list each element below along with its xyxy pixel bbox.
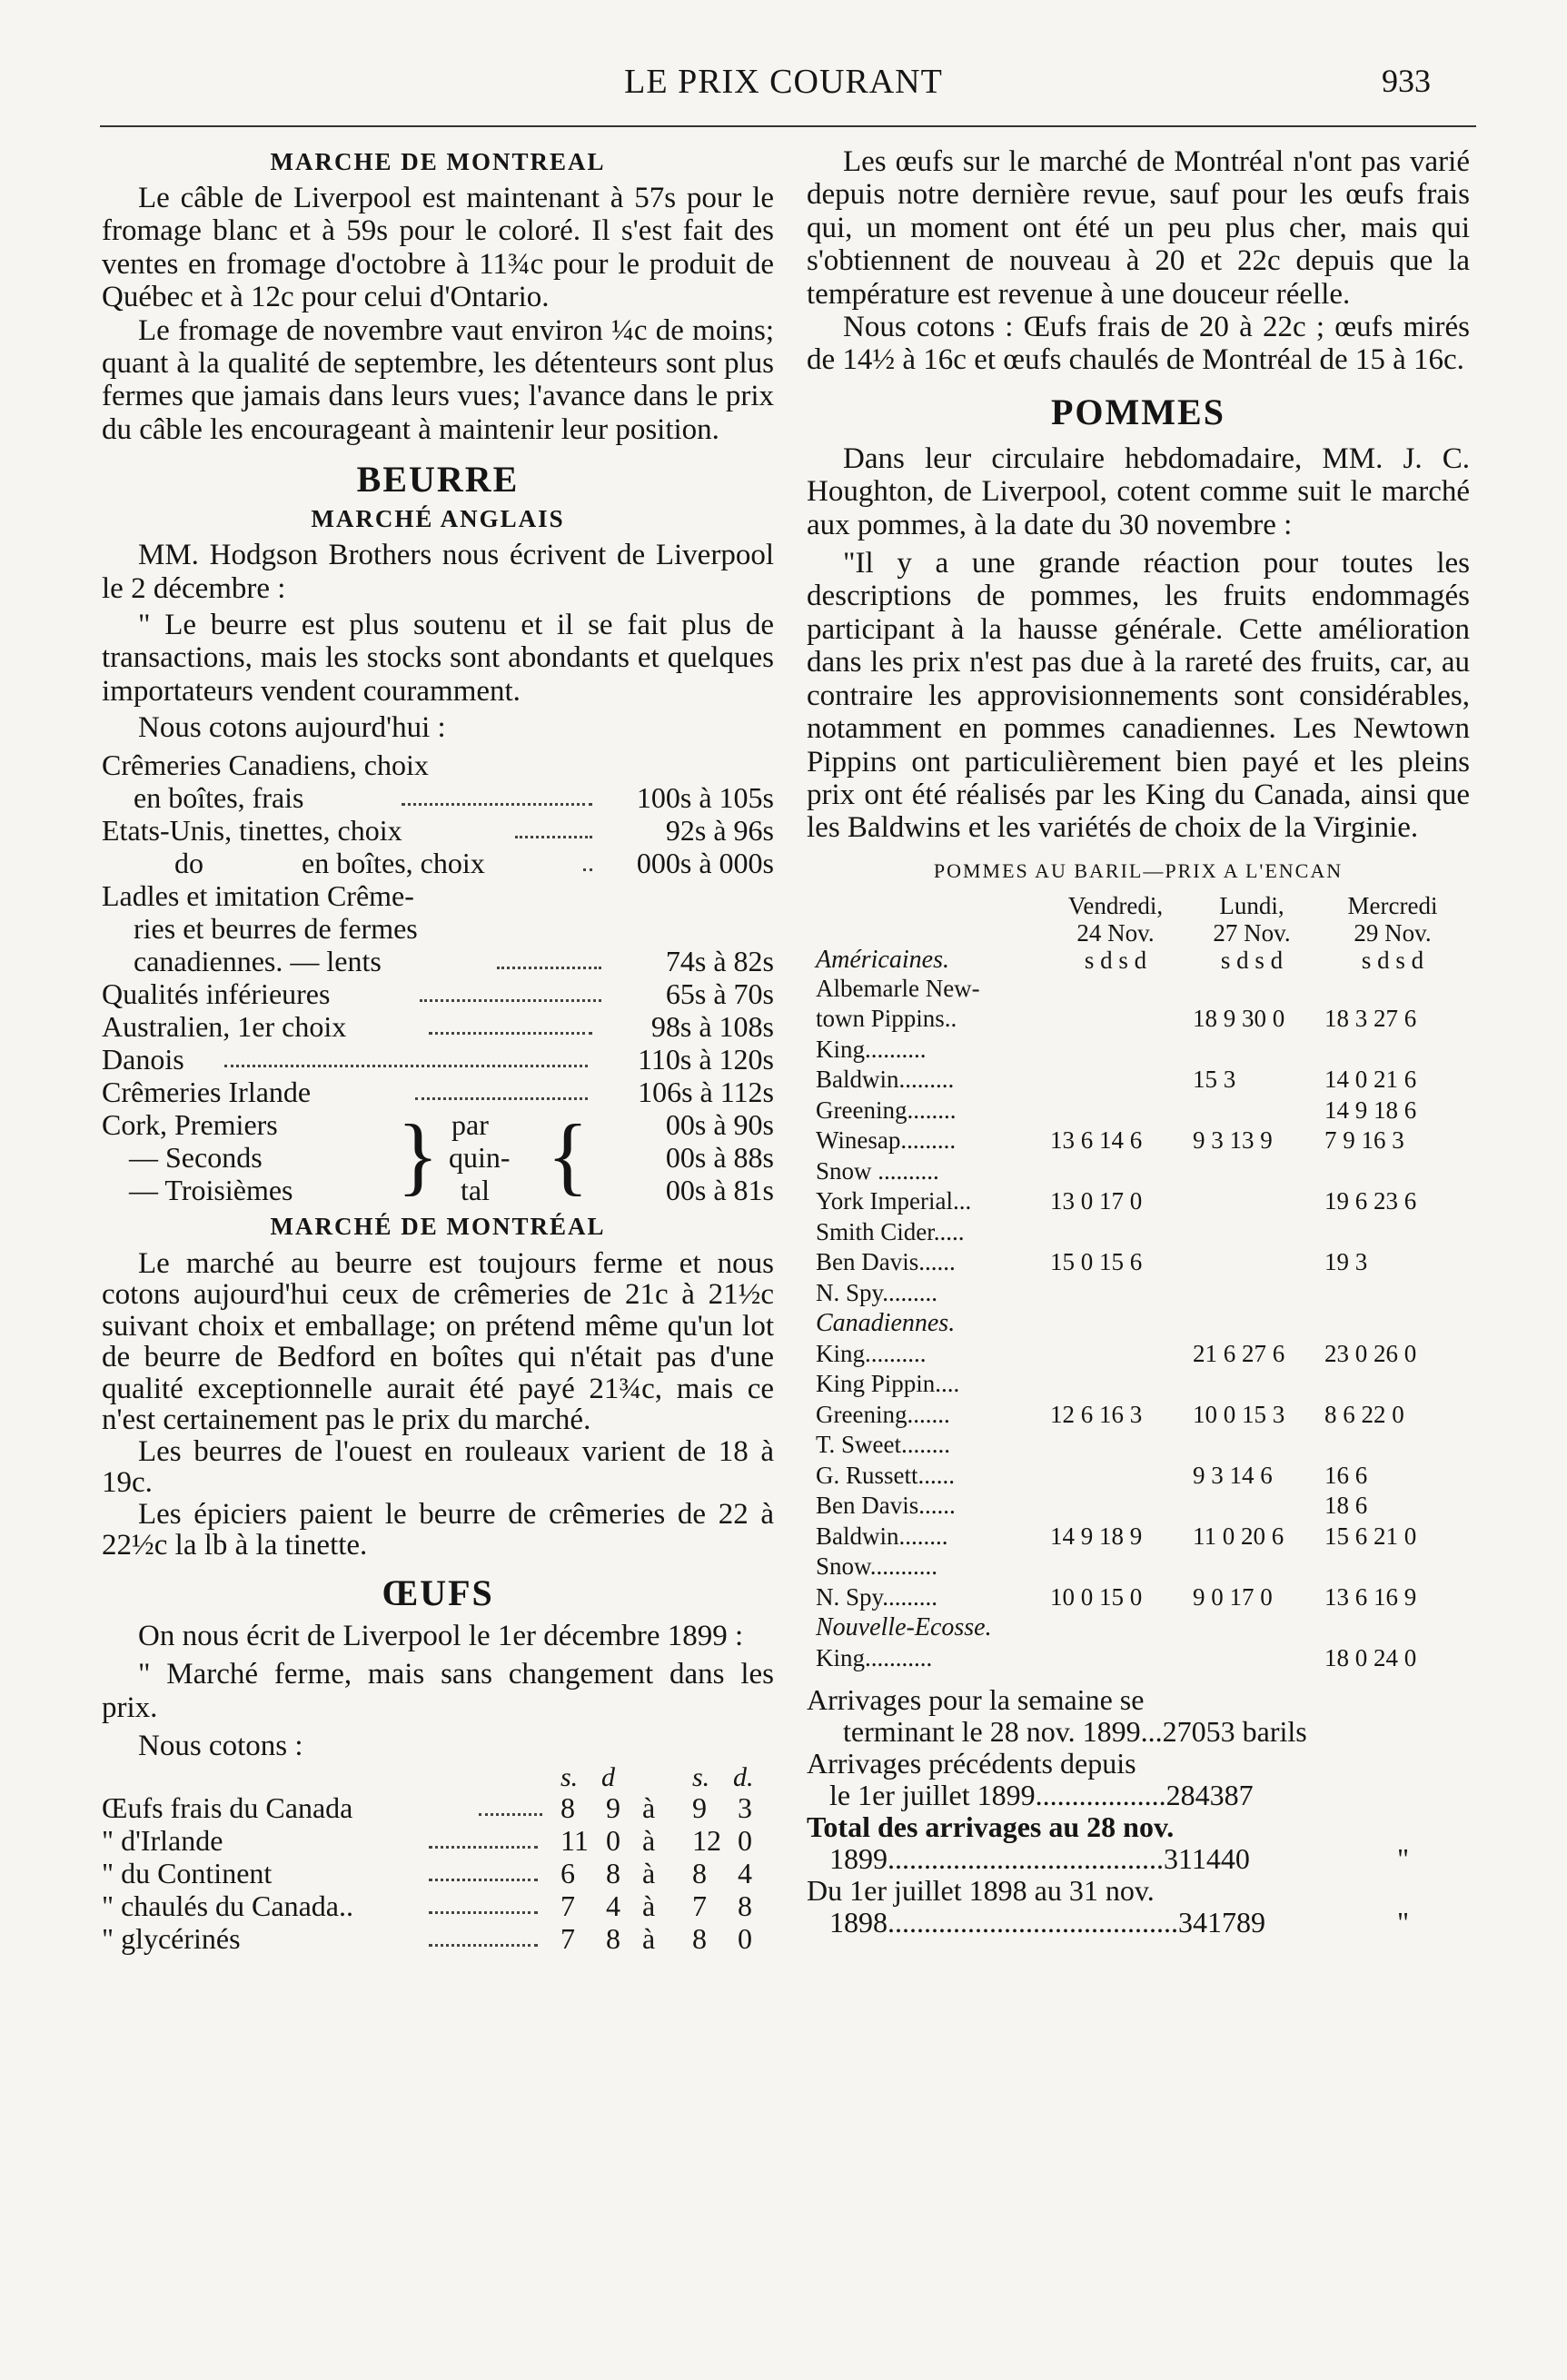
col-wednesday-date: 29 Nov.	[1354, 918, 1432, 947]
price-label: — Troisièmes	[129, 1173, 293, 1206]
apple-variety: Greening.......	[816, 1400, 950, 1428]
apple-variety: Baldwin........	[816, 1522, 948, 1550]
apple-variety: King...........	[816, 1643, 933, 1671]
cheese-paragraph-2: Le fromage de novembre vaut environ ¼c de moins; quant à la qualité de septembre, les détenteurs sont plus fermes que jamais dans leurs vues; l'avance dans le prix du câble les encourageant à maintenir leur position.	[102, 313, 774, 446]
apples-row	[807, 1065, 1470, 1096]
eggs-d1: 0	[606, 1824, 620, 1858]
eggs-paragraph-1: On nous écrit de Liverpool le 1er décembre 1899 :	[138, 1619, 744, 1652]
price-value: 00s à 90s	[665, 1107, 774, 1141]
eggs-d2: 3	[738, 1791, 752, 1825]
apple-price: 11 0 20 6	[1193, 1522, 1284, 1550]
arrivals-text: 1899......................................311440	[829, 1842, 1250, 1876]
eggs-d1: 8	[606, 1922, 620, 1956]
eggs-d2: 0	[738, 1824, 752, 1858]
price-value: 100s à 105s	[636, 780, 774, 814]
eggs-s1: 11	[560, 1824, 589, 1858]
apple-price: 21 6 27 6	[1193, 1339, 1285, 1367]
col-monday-date: 27 Nov.	[1213, 918, 1291, 947]
eggs-montreal-paragraph-1: Les œufs sur le marché de Montréal n'ont pas varié depuis notre dernière revue, sauf pour les œufs frais qui, un moment ont été un peu plus cher, mais qui s'obtiennent de nouveau à 20 et 22c depuis que la température est revenue à une douceur réelle.	[807, 145, 1470, 311]
apples-row	[807, 1247, 1470, 1278]
eggs-d2: 0	[738, 1922, 752, 1956]
apple-variety: Snow...........	[816, 1552, 938, 1581]
apples-table-header	[807, 892, 1470, 974]
butter-quote-intro: Nous cotons aujourd'hui :	[138, 711, 446, 745]
apple-variety: King..........	[816, 1339, 927, 1367]
apple-price: 18 9 30 0	[1193, 1005, 1285, 1033]
apple-price: 9 3 13 9	[1193, 1126, 1273, 1155]
apples-row	[807, 1461, 1470, 1492]
price-label: Qualités inférieures	[102, 977, 331, 1010]
arrivals-line	[807, 1875, 1470, 1907]
arrivals-line	[807, 1907, 1470, 1939]
price-label: ries et beurres de fermes	[134, 911, 418, 945]
price-label: Cork, Premiers	[102, 1107, 278, 1141]
leader-dots	[497, 967, 601, 969]
price-row	[102, 945, 774, 977]
eggs-s2: 9	[692, 1791, 707, 1825]
price-label: Crêmeries Irlande	[102, 1075, 312, 1108]
apple-variety: Ben Davis......	[816, 1248, 956, 1276]
apples-row	[807, 1217, 1470, 1248]
section-canadiennes: Canadiennes.	[816, 1309, 956, 1338]
arrivals-text: Arrivages précédents depuis	[807, 1747, 1136, 1780]
eggs-a: à	[642, 1889, 656, 1923]
apple-price: 14 0 21 6	[1324, 1066, 1417, 1094]
leader-dots	[415, 1097, 588, 1100]
col-monday-day: Lundi,	[1219, 891, 1284, 919]
apples-row	[807, 1643, 1470, 1674]
price-label: par	[451, 1107, 489, 1141]
eggs-row	[102, 1824, 774, 1857]
apples-row	[807, 1004, 1470, 1035]
apple-price: 13 6 16 9	[1324, 1582, 1417, 1611]
ditto-mark: "	[1397, 1842, 1410, 1876]
apples-row	[807, 1035, 1470, 1066]
eggs-label: " d'Irlande	[102, 1824, 223, 1858]
section-nouvelle-ecosse: Nouvelle-Ecosse.	[816, 1613, 992, 1642]
apples-row	[807, 1156, 1470, 1187]
apple-price: 16 6	[1324, 1461, 1368, 1489]
price-label: en boîtes, frais	[134, 780, 304, 814]
apple-price: 15 0 15 6	[1050, 1248, 1143, 1276]
apples-table-title: POMMES AU BARIL—PRIX A L'ENCAN	[933, 858, 1344, 882]
col-wednesday-units: s d s d	[1361, 946, 1424, 974]
apples-row	[807, 1339, 1470, 1370]
cork-prices	[102, 1108, 774, 1206]
apples-row	[807, 1186, 1470, 1217]
apples-heading: POMMES	[1051, 391, 1225, 432]
arrivals-text: Arrivages pour la semaine se	[807, 1683, 1145, 1717]
apple-price: 13 6 14 6	[1050, 1126, 1143, 1155]
leader-dots	[515, 836, 592, 838]
apple-price: 14 9 18 6	[1324, 1096, 1417, 1124]
apples-row	[807, 1126, 1470, 1156]
leader-dots	[429, 1944, 538, 1947]
apples-row	[807, 1552, 1470, 1582]
butter-paragraph-1: MM. Hodgson Brothers nous écrivent de Liverpool le 2 décembre :	[102, 539, 774, 605]
leader-dots	[420, 999, 601, 1002]
col-d1: d	[601, 1762, 615, 1793]
eggs-s2: 7	[692, 1889, 707, 1923]
eggs-rows	[102, 1791, 774, 1955]
price-value: 74s à 82s	[665, 944, 774, 977]
eggs-label: " chaulés du Canada..	[102, 1889, 353, 1923]
butter-heading: BEURRE	[356, 459, 520, 501]
price-label: canadiennes. — lents	[134, 944, 382, 977]
price-row	[102, 1076, 774, 1108]
price-row	[102, 1010, 774, 1043]
apples-table	[807, 892, 1470, 1674]
apple-price: 8 6 22 0	[1324, 1400, 1404, 1428]
apple-variety: Smith Cider.....	[816, 1217, 965, 1245]
leader-dots	[429, 1911, 538, 1914]
apples-row	[807, 1582, 1470, 1613]
apple-variety: G. Russett......	[816, 1461, 956, 1489]
apple-price: 7 9 16 3	[1324, 1126, 1404, 1155]
leader-dots	[402, 803, 592, 806]
price-label: quin-	[449, 1140, 511, 1174]
apple-price: 18 0 24 0	[1324, 1643, 1417, 1671]
eggs-label: " glycérinés	[102, 1922, 241, 1956]
eggs-price-table	[102, 1762, 774, 1955]
butter-montreal-heading: MARCHÉ DE MONTRÉAL	[270, 1212, 606, 1240]
leader-dots	[583, 868, 592, 871]
price-value: 00s à 81s	[665, 1173, 774, 1206]
eggs-s1: 8	[560, 1791, 575, 1825]
arrivals-text: Total des arrivages au 28 nov.	[807, 1810, 1175, 1844]
eggs-s2: 8	[692, 1922, 707, 1956]
eggs-row	[102, 1791, 774, 1824]
price-label: Danois	[102, 1042, 184, 1076]
butter-montreal-paragraph-3: Les épiciers paient le beurre de crêmeries de 22 à 22½c la lb à la tinette.	[102, 1497, 774, 1562]
apple-price: 10 0 15 3	[1193, 1400, 1285, 1428]
eggs-d1: 8	[606, 1857, 620, 1890]
col-friday-date: 24 Nov.	[1076, 918, 1155, 947]
header-rule	[100, 125, 1476, 127]
price-value: 65s à 70s	[665, 977, 774, 1010]
running-title: LE PRIX COURANT	[624, 63, 943, 101]
eggs-s2: 12	[692, 1824, 721, 1858]
butter-english-heading: MARCHÉ ANGLAIS	[311, 505, 565, 533]
ditto-mark: "	[1397, 1906, 1410, 1939]
eggs-row	[102, 1889, 774, 1922]
arrivals-text: le 1er juillet 1899..................284387	[829, 1779, 1254, 1812]
col-s1: s.	[560, 1762, 579, 1793]
apple-price: 10 0 15 0	[1050, 1582, 1143, 1611]
arrivals-line	[807, 1780, 1470, 1811]
price-label: Crêmeries Canadiens, choix	[102, 748, 429, 781]
apples-paragraph-1: Dans leur circulaire hebdomadaire, MM. J. C. Houghton, de Liverpool, cotent comme suit le marché aux pommes, à la date du 30 novembre :	[807, 441, 1470, 541]
eggs-d1: 4	[606, 1889, 620, 1923]
price-label: tal	[461, 1173, 490, 1206]
apples-row	[807, 974, 1470, 1005]
eggs-s1: 7	[560, 1889, 575, 1923]
apple-price: 18 3 27 6	[1324, 1005, 1417, 1033]
eggs-d1: 9	[606, 1791, 620, 1825]
section-americaines: Américaines.	[816, 945, 949, 974]
col-friday-day: Vendredi,	[1067, 891, 1164, 919]
apples-novascotia-rows	[807, 1643, 1470, 1674]
butter-montreal-paragraph-1: Le marché au beurre est toujours ferme et nous cotons aujourd'hui ceux de crêmeries de 21c à 21½c suivant choix et emballage; on prétend même qu'un lot de beurre de Bedford en boîtes qui n'était pas d'une qualité exceptionnelle aurait été payé 21¾c, mais ce n'est certainement pas le prix du marché.	[102, 1246, 774, 1437]
price-label: — Seconds	[129, 1140, 263, 1174]
apples-canadian-rows	[807, 1339, 1470, 1613]
price-label: Ladles et imitation Crême-	[102, 878, 414, 912]
eggs-quote-intro: Nous cotons :	[138, 1729, 303, 1762]
leader-dots	[429, 1846, 538, 1849]
col-monday-units: s d s d	[1220, 946, 1284, 974]
eggs-montreal-paragraph-2: Nous cotons : Œufs frais de 20 à 22c ; œufs mirés de 14½ à 16c et œufs chaulés de Montréal de 15 à 16c.	[807, 311, 1470, 377]
apple-variety: Albemarle New-	[816, 974, 980, 1002]
eggs-s1: 6	[560, 1857, 575, 1890]
apple-price: 15 6 21 0	[1324, 1522, 1417, 1550]
apple-price: 23 0 26 0	[1324, 1339, 1417, 1367]
apples-row	[807, 1430, 1470, 1461]
apple-variety: T. Sweet........	[816, 1431, 950, 1459]
apple-price: 18 6	[1324, 1492, 1368, 1520]
apple-variety: Winesap.........	[816, 1126, 957, 1155]
apple-variety: Greening........	[816, 1096, 957, 1124]
price-value: 92s à 96s	[665, 813, 774, 847]
eggs-label: " du Continent	[102, 1857, 273, 1890]
arrivals-line	[807, 1716, 1470, 1748]
price-label: Etats-Unis, tinettes, choix	[102, 813, 402, 847]
apples-row	[807, 1369, 1470, 1400]
butter-montreal-paragraph-2: Les beurres de l'ouest en rouleaux varient de 18 à 19c.	[102, 1434, 774, 1500]
apple-price: 13 0 17 0	[1050, 1187, 1143, 1215]
apple-variety: King..........	[816, 1035, 927, 1063]
price-row	[102, 847, 774, 879]
eggs-row	[102, 1922, 774, 1955]
left-column	[102, 145, 774, 1955]
eggs-a: à	[642, 1922, 656, 1956]
price-row	[102, 977, 774, 1010]
eggs-s2: 8	[692, 1857, 707, 1890]
right-brace: }	[397, 1106, 440, 1204]
eggs-paragraph-2: " Marché ferme, mais sans changement dans les prix.	[102, 1658, 774, 1724]
leader-dots	[224, 1065, 588, 1067]
arrivals-text: Du 1er juillet 1898 au 31 nov.	[807, 1874, 1155, 1908]
apples-row	[807, 1491, 1470, 1522]
arrivals-text: 1898........................................341789	[829, 1906, 1265, 1939]
apple-variety: York Imperial...	[816, 1187, 972, 1215]
price-value: 000s à 000s	[636, 846, 774, 879]
col-friday-units: s d s d	[1084, 946, 1147, 974]
apple-price: 14 9 18 9	[1050, 1522, 1143, 1550]
price-value: 00s à 88s	[665, 1140, 774, 1174]
arrivals-line	[807, 1684, 1470, 1716]
apples-american-rows	[807, 974, 1470, 1309]
eggs-table-header	[102, 1762, 774, 1791]
apple-variety: N. Spy.........	[816, 1582, 938, 1611]
apple-variety: town Pippins..	[816, 1005, 957, 1033]
left-brace: {	[547, 1106, 590, 1204]
price-label: en boîtes, choix	[302, 846, 485, 879]
apple-price: 12 6 16 3	[1050, 1400, 1143, 1428]
page-number: 933	[1382, 63, 1431, 99]
eggs-label: Œufs frais du Canada	[102, 1791, 353, 1825]
arrivals-line	[807, 1748, 1470, 1780]
price-row	[102, 814, 774, 847]
eggs-d2: 8	[738, 1889, 752, 1923]
col-wednesday-day: Mercredi	[1347, 891, 1438, 919]
apple-variety: N. Spy.........	[816, 1278, 938, 1306]
eggs-heading: ŒUFS	[382, 1572, 494, 1613]
apples-row	[807, 1522, 1470, 1552]
col-s2: s.	[692, 1762, 710, 1793]
apple-variety: Baldwin.........	[816, 1066, 955, 1094]
leader-dots	[479, 1813, 542, 1816]
apple-price: 19 6 23 6	[1324, 1187, 1417, 1215]
price-value: 110s à 120s	[638, 1042, 774, 1076]
eggs-d2: 4	[738, 1857, 752, 1890]
leader-dots	[429, 1879, 538, 1881]
apple-variety: Snow ..........	[816, 1156, 939, 1185]
apples-row	[807, 1278, 1470, 1309]
price-value: 98s à 108s	[650, 1009, 774, 1043]
apple-price: 9 3 14 6	[1193, 1461, 1273, 1489]
apple-price: 15 3	[1193, 1066, 1236, 1094]
apple-variety: Ben Davis......	[816, 1492, 956, 1520]
cheese-heading: MARCHE DE MONTREAL	[270, 148, 606, 175]
arrivals-line	[807, 1843, 1470, 1875]
butter-paragraph-2: " Le beurre est plus soutenu et il se fait plus de transactions, mais les stocks sont abondants et quelques importateurs vendent couramment.	[102, 609, 774, 708]
apples-paragraph-2: "Il y a une grande réaction pour toutes les descriptions de pommes, les fruits endommagés participant à la hausse générale. Cette amélioration dans les prix n'est pas due à la rareté des fruits, car, au contraire les approvisionnements sont considérables, notamment en pommes canadiennes. Les Newtown Pippins ont particulièrement bien payé et les pleins prix ont été réalisés par les King du Canada, ainsi que les Baldwins et les variétés de choix de la Virginie.	[807, 547, 1470, 845]
apples-row	[807, 1096, 1470, 1126]
col-d2: d.	[733, 1762, 754, 1793]
right-column	[807, 145, 1470, 1939]
arrivals-block	[807, 1684, 1470, 1939]
price-label: Australien, 1er choix	[102, 1009, 347, 1043]
cheese-paragraph-1: Le câble de Liverpool est maintenant à 57s pour le fromage blanc et à 59s pour le coloré. Il s'est fait des ventes en fromage d'octobre à 11¾c pour le produit de Québec et à 12c pour celui d'Ontario.	[102, 182, 774, 314]
apple-price: 19 3	[1324, 1248, 1368, 1276]
price-row	[102, 1043, 774, 1076]
butter-price-list	[102, 749, 774, 1206]
eggs-s1: 7	[560, 1922, 575, 1956]
eggs-a: à	[642, 1824, 656, 1858]
apple-price: 9 0 17 0	[1193, 1582, 1273, 1611]
apple-variety: King Pippin....	[816, 1370, 960, 1398]
eggs-row	[102, 1857, 774, 1889]
arrivals-text: terminant le 28 nov. 1899...27053 barils	[843, 1715, 1307, 1749]
price-label: do	[174, 846, 203, 879]
leader-dots	[429, 1032, 592, 1035]
eggs-a: à	[642, 1791, 656, 1825]
price-value: 106s à 112s	[638, 1075, 774, 1108]
running-head	[100, 62, 1467, 107]
eggs-a: à	[642, 1857, 656, 1890]
apples-row	[807, 1400, 1470, 1431]
price-row	[102, 781, 774, 814]
arrivals-line	[807, 1811, 1470, 1843]
